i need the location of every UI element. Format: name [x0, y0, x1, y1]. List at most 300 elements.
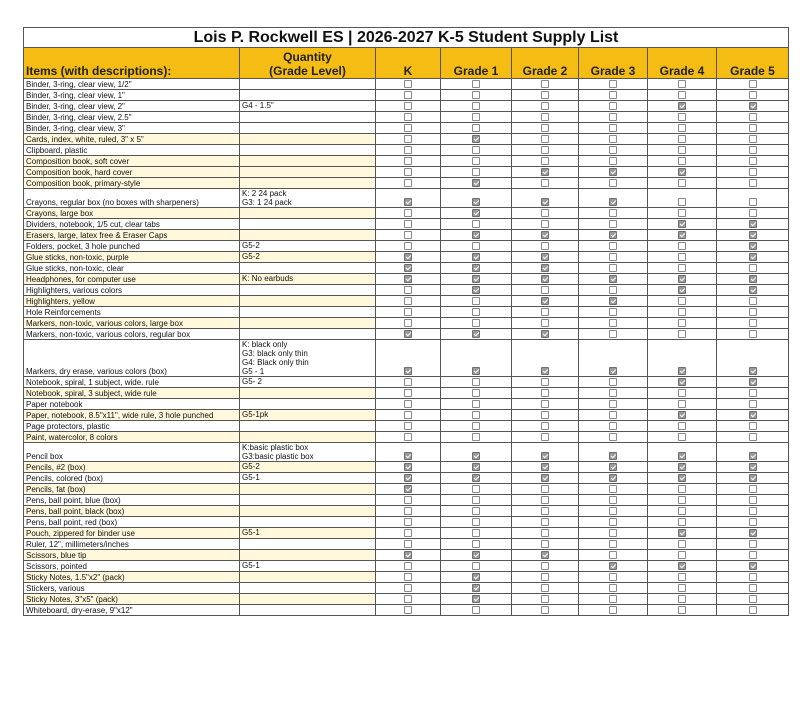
grade-checkbox-cell — [648, 484, 717, 495]
unchecked-checkbox[interactable] — [472, 220, 480, 228]
quantity-cell — [240, 329, 376, 340]
unchecked-checkbox[interactable] — [749, 91, 757, 99]
unchecked-checkbox[interactable] — [541, 378, 549, 386]
unchecked-checkbox[interactable] — [472, 102, 480, 110]
unchecked-checkbox[interactable] — [404, 518, 412, 526]
quantity-cell — [240, 572, 376, 583]
unchecked-checkbox[interactable] — [678, 209, 686, 217]
unchecked-checkbox[interactable] — [678, 507, 686, 515]
checked-checkbox[interactable] — [678, 367, 686, 375]
unchecked-checkbox[interactable] — [541, 91, 549, 99]
unchecked-checkbox[interactable] — [541, 242, 549, 250]
checked-checkbox[interactable] — [472, 452, 480, 460]
checked-checkbox[interactable] — [678, 168, 686, 176]
unchecked-checkbox[interactable] — [541, 573, 549, 581]
unchecked-checkbox[interactable] — [404, 573, 412, 581]
checked-checkbox[interactable] — [472, 231, 480, 239]
checked-checkbox[interactable] — [541, 264, 549, 272]
unchecked-checkbox[interactable] — [678, 496, 686, 504]
unchecked-checkbox[interactable] — [678, 80, 686, 88]
checked-checkbox[interactable] — [749, 562, 757, 570]
checked-checkbox[interactable] — [678, 286, 686, 294]
unchecked-checkbox[interactable] — [404, 496, 412, 504]
unchecked-checkbox[interactable] — [678, 540, 686, 548]
unchecked-checkbox[interactable] — [404, 422, 412, 430]
checked-checkbox[interactable] — [749, 463, 757, 471]
unchecked-checkbox[interactable] — [404, 80, 412, 88]
unchecked-checkbox[interactable] — [678, 242, 686, 250]
unchecked-checkbox[interactable] — [749, 80, 757, 88]
unchecked-checkbox[interactable] — [678, 253, 686, 261]
unchecked-checkbox[interactable] — [749, 168, 757, 176]
grade-checkbox-cell — [441, 189, 512, 208]
unchecked-checkbox[interactable] — [609, 540, 617, 548]
unchecked-checkbox[interactable] — [472, 113, 480, 121]
checked-checkbox[interactable] — [472, 573, 480, 581]
checked-checkbox[interactable] — [472, 135, 480, 143]
unchecked-checkbox[interactable] — [609, 606, 617, 614]
unchecked-checkbox[interactable] — [678, 179, 686, 187]
grade-checkbox-cell — [579, 473, 648, 484]
unchecked-checkbox[interactable] — [472, 433, 480, 441]
unchecked-checkbox[interactable] — [609, 308, 617, 316]
unchecked-checkbox[interactable] — [678, 297, 686, 305]
checked-checkbox[interactable] — [678, 102, 686, 110]
unchecked-checkbox[interactable] — [541, 411, 549, 419]
checked-checkbox[interactable] — [541, 474, 549, 482]
checked-checkbox[interactable] — [749, 474, 757, 482]
item-description: Paint, watercolor, 8 colors — [24, 432, 240, 443]
checked-checkbox[interactable] — [472, 367, 480, 375]
unchecked-checkbox[interactable] — [472, 606, 480, 614]
unchecked-checkbox[interactable] — [678, 146, 686, 154]
unchecked-checkbox[interactable] — [541, 507, 549, 515]
unchecked-checkbox[interactable] — [749, 209, 757, 217]
checked-checkbox[interactable] — [472, 264, 480, 272]
quantity-cell — [240, 219, 376, 230]
unchecked-checkbox[interactable] — [609, 496, 617, 504]
checked-checkbox[interactable] — [541, 297, 549, 305]
unchecked-checkbox[interactable] — [609, 400, 617, 408]
quantity-cell — [240, 561, 376, 572]
checked-checkbox[interactable] — [472, 253, 480, 261]
unchecked-checkbox[interactable] — [749, 573, 757, 581]
unchecked-checkbox[interactable] — [472, 529, 480, 537]
checked-checkbox[interactable] — [678, 231, 686, 239]
unchecked-checkbox[interactable] — [472, 157, 480, 165]
unchecked-checkbox[interactable] — [472, 507, 480, 515]
unchecked-checkbox[interactable] — [749, 389, 757, 397]
unchecked-checkbox[interactable] — [472, 168, 480, 176]
unchecked-checkbox[interactable] — [678, 551, 686, 559]
checked-checkbox[interactable] — [404, 551, 412, 559]
checked-checkbox[interactable] — [678, 452, 686, 460]
unchecked-checkbox[interactable] — [749, 584, 757, 592]
checked-checkbox[interactable] — [609, 231, 617, 239]
checked-checkbox[interactable] — [609, 367, 617, 375]
unchecked-checkbox[interactable] — [609, 422, 617, 430]
unchecked-checkbox[interactable] — [609, 573, 617, 581]
grade-checkbox-cell — [512, 473, 579, 484]
unchecked-checkbox[interactable] — [472, 389, 480, 397]
table-row — [24, 484, 789, 495]
item-description: Binder, 3-ring, clear view, 2.5" — [24, 112, 240, 123]
unchecked-checkbox[interactable] — [678, 113, 686, 121]
unchecked-checkbox[interactable] — [404, 433, 412, 441]
unchecked-checkbox[interactable] — [541, 400, 549, 408]
unchecked-checkbox[interactable] — [404, 529, 412, 537]
checked-checkbox[interactable] — [404, 485, 412, 493]
unchecked-checkbox[interactable] — [678, 308, 686, 316]
checked-checkbox[interactable] — [541, 198, 549, 206]
unchecked-checkbox[interactable] — [541, 113, 549, 121]
unchecked-checkbox[interactable] — [749, 330, 757, 338]
grade-checkbox-cell — [441, 263, 512, 274]
unchecked-checkbox[interactable] — [609, 507, 617, 515]
unchecked-checkbox[interactable] — [541, 179, 549, 187]
unchecked-checkbox[interactable] — [678, 518, 686, 526]
unchecked-checkbox[interactable] — [541, 595, 549, 603]
unchecked-checkbox[interactable] — [541, 135, 549, 143]
unchecked-checkbox[interactable] — [678, 485, 686, 493]
unchecked-checkbox[interactable] — [749, 496, 757, 504]
unchecked-checkbox[interactable] — [749, 157, 757, 165]
unchecked-checkbox[interactable] — [749, 113, 757, 121]
checked-checkbox[interactable] — [472, 551, 480, 559]
checked-checkbox[interactable] — [404, 463, 412, 471]
unchecked-checkbox[interactable] — [609, 264, 617, 272]
unchecked-checkbox[interactable] — [749, 400, 757, 408]
unchecked-checkbox[interactable] — [678, 606, 686, 614]
checked-checkbox[interactable] — [678, 378, 686, 386]
unchecked-checkbox[interactable] — [541, 485, 549, 493]
unchecked-checkbox[interactable] — [404, 113, 412, 121]
unchecked-checkbox[interactable] — [678, 389, 686, 397]
unchecked-checkbox[interactable] — [404, 319, 412, 327]
unchecked-checkbox[interactable] — [472, 485, 480, 493]
unchecked-checkbox[interactable] — [678, 91, 686, 99]
checked-checkbox[interactable] — [404, 253, 412, 261]
unchecked-checkbox[interactable] — [404, 584, 412, 592]
checked-checkbox[interactable] — [541, 275, 549, 283]
unchecked-checkbox[interactable] — [404, 102, 412, 110]
item-description: Binder, 3-ring, clear view, 1/2" — [24, 79, 240, 90]
item-description: Pencils, colored (box) — [24, 473, 240, 484]
checked-checkbox[interactable] — [541, 168, 549, 176]
unchecked-checkbox[interactable] — [472, 378, 480, 386]
unchecked-checkbox[interactable] — [609, 378, 617, 386]
unchecked-checkbox[interactable] — [749, 422, 757, 430]
unchecked-checkbox[interactable] — [749, 124, 757, 132]
unchecked-checkbox[interactable] — [472, 146, 480, 154]
unchecked-checkbox[interactable] — [404, 135, 412, 143]
unchecked-checkbox[interactable] — [404, 562, 412, 570]
checked-checkbox[interactable] — [749, 378, 757, 386]
unchecked-checkbox[interactable] — [678, 124, 686, 132]
unchecked-checkbox[interactable] — [404, 146, 412, 154]
unchecked-checkbox[interactable] — [541, 606, 549, 614]
checked-checkbox[interactable] — [609, 463, 617, 471]
unchecked-checkbox[interactable] — [678, 433, 686, 441]
unchecked-checkbox[interactable] — [749, 507, 757, 515]
checked-checkbox[interactable] — [678, 474, 686, 482]
unchecked-checkbox[interactable] — [404, 606, 412, 614]
checked-checkbox[interactable] — [541, 330, 549, 338]
unchecked-checkbox[interactable] — [609, 135, 617, 143]
unchecked-checkbox[interactable] — [404, 308, 412, 316]
grade-checkbox-cell — [376, 528, 441, 539]
unchecked-checkbox[interactable] — [749, 540, 757, 548]
checked-checkbox[interactable] — [678, 275, 686, 283]
checked-checkbox[interactable] — [472, 463, 480, 471]
checked-checkbox[interactable] — [472, 275, 480, 283]
unchecked-checkbox[interactable] — [472, 422, 480, 430]
unchecked-checkbox[interactable] — [472, 80, 480, 88]
unchecked-checkbox[interactable] — [472, 540, 480, 548]
unchecked-checkbox[interactable] — [678, 157, 686, 165]
unchecked-checkbox[interactable] — [404, 220, 412, 228]
unchecked-checkbox[interactable] — [404, 378, 412, 386]
checked-checkbox[interactable] — [749, 367, 757, 375]
grade-checkbox-cell — [579, 241, 648, 252]
unchecked-checkbox[interactable] — [472, 496, 480, 504]
checked-checkbox[interactable] — [749, 275, 757, 283]
checked-checkbox[interactable] — [678, 529, 686, 537]
unchecked-checkbox[interactable] — [678, 584, 686, 592]
unchecked-checkbox[interactable] — [404, 540, 412, 548]
unchecked-checkbox[interactable] — [678, 135, 686, 143]
unchecked-checkbox[interactable] — [404, 411, 412, 419]
unchecked-checkbox[interactable] — [404, 389, 412, 397]
checked-checkbox[interactable] — [472, 179, 480, 187]
unchecked-checkbox[interactable] — [678, 422, 686, 430]
checked-checkbox[interactable] — [541, 367, 549, 375]
unchecked-checkbox[interactable] — [609, 242, 617, 250]
quantity-line: G5 - 1 — [242, 367, 265, 376]
unchecked-checkbox[interactable] — [749, 606, 757, 614]
checked-checkbox[interactable] — [749, 102, 757, 110]
unchecked-checkbox[interactable] — [541, 584, 549, 592]
quantity-cell — [240, 296, 376, 307]
checked-checkbox[interactable] — [472, 330, 480, 338]
unchecked-checkbox[interactable] — [541, 422, 549, 430]
unchecked-checkbox[interactable] — [609, 518, 617, 526]
grade-checkbox-cell — [648, 318, 717, 329]
unchecked-checkbox[interactable] — [749, 135, 757, 143]
quantity-cell — [240, 79, 376, 90]
grade-checkbox-cell — [579, 189, 648, 208]
checked-checkbox[interactable] — [541, 452, 549, 460]
unchecked-checkbox[interactable] — [541, 157, 549, 165]
checked-checkbox[interactable] — [609, 275, 617, 283]
checked-checkbox[interactable] — [404, 330, 412, 338]
unchecked-checkbox[interactable] — [541, 146, 549, 154]
unchecked-checkbox[interactable] — [609, 433, 617, 441]
grade-checkbox-cell — [648, 473, 717, 484]
checked-checkbox[interactable] — [749, 452, 757, 460]
checked-checkbox[interactable] — [609, 297, 617, 305]
unchecked-checkbox[interactable] — [749, 433, 757, 441]
unchecked-checkbox[interactable] — [609, 220, 617, 228]
item-description: Pens, ball point, red (box) — [24, 517, 240, 528]
unchecked-checkbox[interactable] — [609, 80, 617, 88]
checked-checkbox[interactable] — [749, 253, 757, 261]
checked-checkbox[interactable] — [404, 452, 412, 460]
checked-checkbox[interactable] — [749, 242, 757, 250]
unchecked-checkbox[interactable] — [678, 595, 686, 603]
unchecked-checkbox[interactable] — [404, 157, 412, 165]
unchecked-checkbox[interactable] — [541, 80, 549, 88]
checked-checkbox[interactable] — [472, 286, 480, 294]
unchecked-checkbox[interactable] — [609, 124, 617, 132]
unchecked-checkbox[interactable] — [678, 330, 686, 338]
grade-checkbox-cell — [376, 421, 441, 432]
unchecked-checkbox[interactable] — [749, 319, 757, 327]
unchecked-checkbox[interactable] — [609, 411, 617, 419]
checked-checkbox[interactable] — [404, 275, 412, 283]
checked-checkbox[interactable] — [749, 231, 757, 239]
grade-checkbox-cell — [648, 399, 717, 410]
table-row — [24, 605, 789, 616]
checked-checkbox[interactable] — [472, 474, 480, 482]
unchecked-checkbox[interactable] — [609, 91, 617, 99]
unchecked-checkbox[interactable] — [609, 330, 617, 338]
unchecked-checkbox[interactable] — [541, 529, 549, 537]
unchecked-checkbox[interactable] — [749, 485, 757, 493]
unchecked-checkbox[interactable] — [404, 231, 412, 239]
unchecked-checkbox[interactable] — [404, 297, 412, 305]
unchecked-checkbox[interactable] — [609, 595, 617, 603]
unchecked-checkbox[interactable] — [404, 91, 412, 99]
unchecked-checkbox[interactable] — [404, 286, 412, 294]
grade-checkbox-cell — [648, 230, 717, 241]
checked-checkbox[interactable] — [472, 595, 480, 603]
unchecked-checkbox[interactable] — [541, 319, 549, 327]
unchecked-checkbox[interactable] — [609, 389, 617, 397]
checked-checkbox[interactable] — [749, 220, 757, 228]
unchecked-checkbox[interactable] — [609, 113, 617, 121]
unchecked-checkbox[interactable] — [541, 433, 549, 441]
unchecked-checkbox[interactable] — [472, 91, 480, 99]
checked-checkbox[interactable] — [678, 562, 686, 570]
unchecked-checkbox[interactable] — [404, 400, 412, 408]
unchecked-checkbox[interactable] — [678, 198, 686, 206]
unchecked-checkbox[interactable] — [541, 308, 549, 316]
unchecked-checkbox[interactable] — [749, 297, 757, 305]
unchecked-checkbox[interactable] — [541, 562, 549, 570]
unchecked-checkbox[interactable] — [404, 168, 412, 176]
unchecked-checkbox[interactable] — [472, 308, 480, 316]
checked-checkbox[interactable] — [678, 463, 686, 471]
unchecked-checkbox[interactable] — [609, 157, 617, 165]
checked-checkbox[interactable] — [609, 474, 617, 482]
unchecked-checkbox[interactable] — [472, 411, 480, 419]
unchecked-checkbox[interactable] — [678, 264, 686, 272]
unchecked-checkbox[interactable] — [609, 179, 617, 187]
checked-checkbox[interactable] — [609, 168, 617, 176]
grade-checkbox-cell — [579, 230, 648, 241]
checked-checkbox[interactable] — [541, 253, 549, 261]
checked-checkbox[interactable] — [609, 452, 617, 460]
unchecked-checkbox[interactable] — [541, 220, 549, 228]
unchecked-checkbox[interactable] — [609, 529, 617, 537]
checked-checkbox[interactable] — [404, 198, 412, 206]
unchecked-checkbox[interactable] — [404, 209, 412, 217]
checked-checkbox[interactable] — [472, 209, 480, 217]
quantity-cell — [240, 123, 376, 134]
checked-checkbox[interactable] — [609, 198, 617, 206]
unchecked-checkbox[interactable] — [541, 124, 549, 132]
checked-checkbox[interactable] — [404, 264, 412, 272]
unchecked-checkbox[interactable] — [609, 319, 617, 327]
unchecked-checkbox[interactable] — [541, 496, 549, 504]
unchecked-checkbox[interactable] — [749, 264, 757, 272]
checked-checkbox[interactable] — [472, 584, 480, 592]
unchecked-checkbox[interactable] — [404, 124, 412, 132]
unchecked-checkbox[interactable] — [749, 595, 757, 603]
unchecked-checkbox[interactable] — [609, 146, 617, 154]
unchecked-checkbox[interactable] — [609, 209, 617, 217]
unchecked-checkbox[interactable] — [541, 209, 549, 217]
unchecked-checkbox[interactable] — [749, 198, 757, 206]
unchecked-checkbox[interactable] — [404, 242, 412, 250]
unchecked-checkbox[interactable] — [404, 595, 412, 603]
unchecked-checkbox[interactable] — [404, 507, 412, 515]
unchecked-checkbox[interactable] — [749, 179, 757, 187]
unchecked-checkbox[interactable] — [609, 551, 617, 559]
unchecked-checkbox[interactable] — [472, 400, 480, 408]
checked-checkbox[interactable] — [541, 231, 549, 239]
unchecked-checkbox[interactable] — [541, 286, 549, 294]
checked-checkbox[interactable] — [404, 474, 412, 482]
checked-checkbox[interactable] — [541, 551, 549, 559]
unchecked-checkbox[interactable] — [609, 286, 617, 294]
unchecked-checkbox[interactable] — [541, 518, 549, 526]
unchecked-checkbox[interactable] — [472, 124, 480, 132]
unchecked-checkbox[interactable] — [678, 319, 686, 327]
checked-checkbox[interactable] — [678, 220, 686, 228]
unchecked-checkbox[interactable] — [749, 518, 757, 526]
unchecked-checkbox[interactable] — [404, 179, 412, 187]
checked-checkbox[interactable] — [404, 367, 412, 375]
unchecked-checkbox[interactable] — [472, 242, 480, 250]
unchecked-checkbox[interactable] — [678, 400, 686, 408]
unchecked-checkbox[interactable] — [541, 540, 549, 548]
checked-checkbox[interactable] — [749, 286, 757, 294]
unchecked-checkbox[interactable] — [609, 102, 617, 110]
unchecked-checkbox[interactable] — [472, 297, 480, 305]
unchecked-checkbox[interactable] — [609, 584, 617, 592]
unchecked-checkbox[interactable] — [749, 308, 757, 316]
unchecked-checkbox[interactable] — [472, 562, 480, 570]
unchecked-checkbox[interactable] — [678, 573, 686, 581]
unchecked-checkbox[interactable] — [749, 146, 757, 154]
unchecked-checkbox[interactable] — [609, 253, 617, 261]
unchecked-checkbox[interactable] — [541, 102, 549, 110]
unchecked-checkbox[interactable] — [541, 389, 549, 397]
checked-checkbox[interactable] — [678, 411, 686, 419]
checked-checkbox[interactable] — [749, 411, 757, 419]
checked-checkbox[interactable] — [472, 198, 480, 206]
unchecked-checkbox[interactable] — [472, 518, 480, 526]
checked-checkbox[interactable] — [749, 529, 757, 537]
checked-checkbox[interactable] — [541, 463, 549, 471]
unchecked-checkbox[interactable] — [749, 551, 757, 559]
checked-checkbox[interactable] — [609, 562, 617, 570]
unchecked-checkbox[interactable] — [609, 485, 617, 493]
unchecked-checkbox[interactable] — [472, 319, 480, 327]
grade-checkbox-cell — [512, 340, 579, 377]
